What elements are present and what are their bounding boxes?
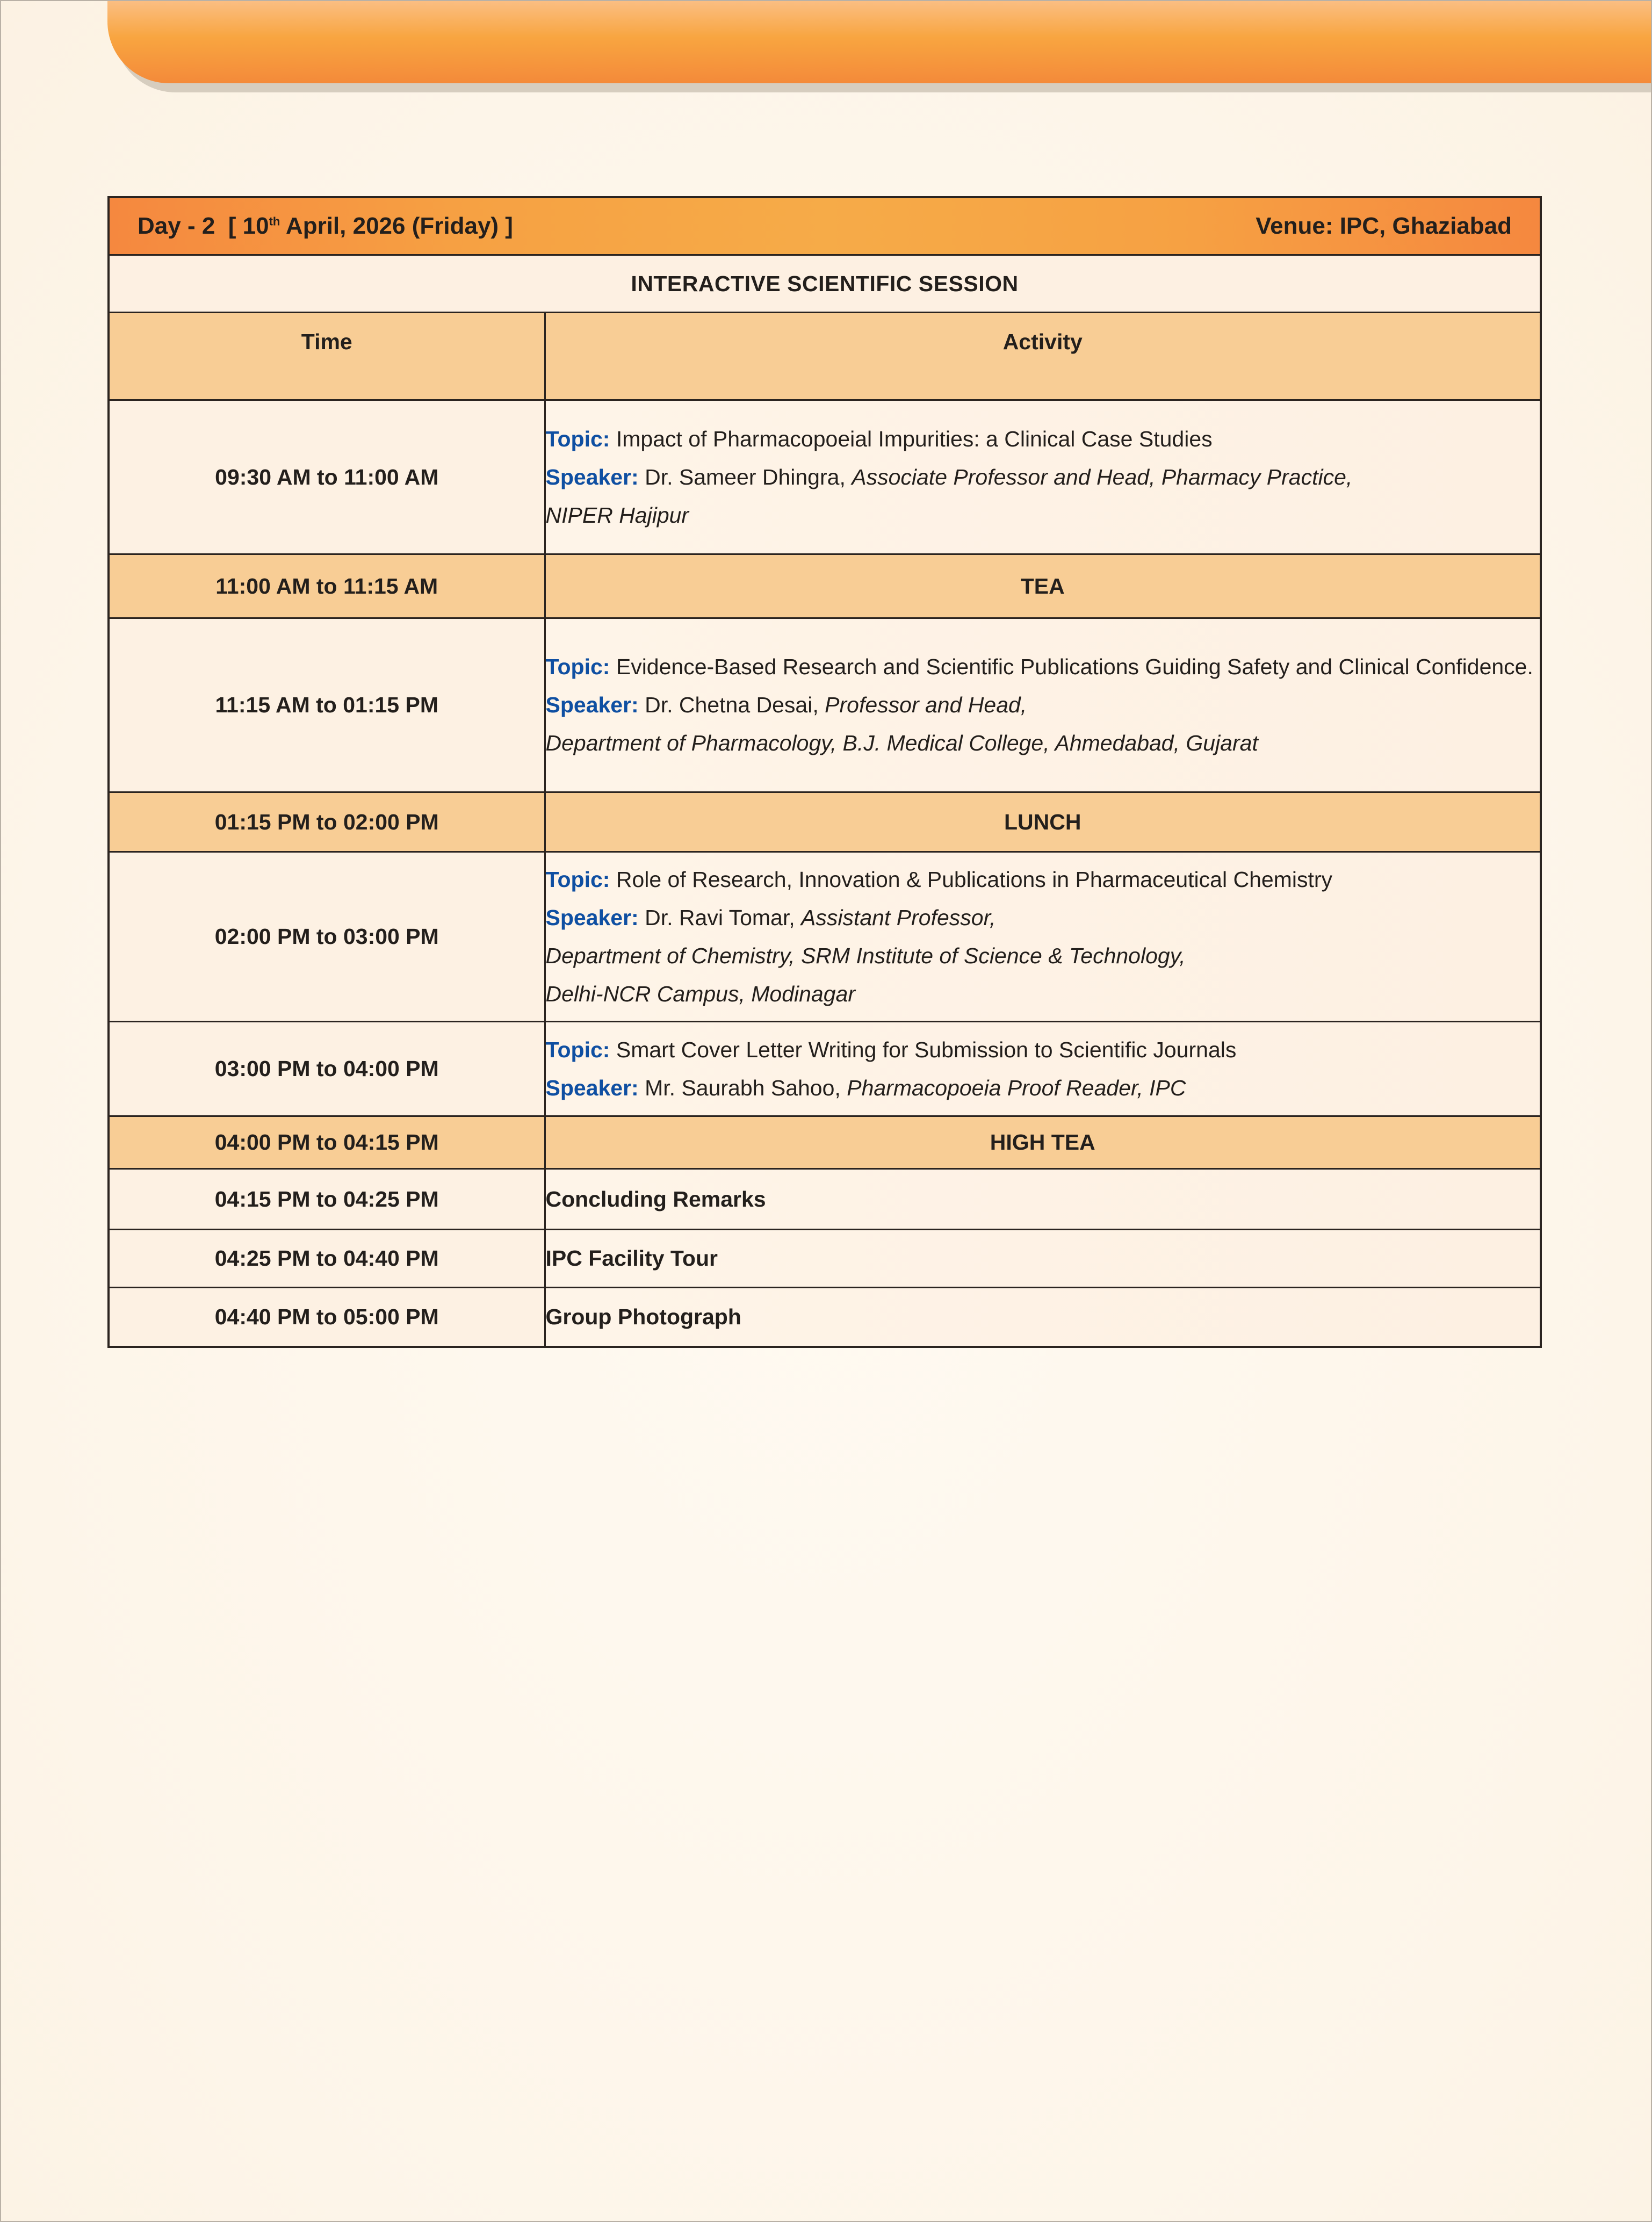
speaker-line	[546, 1069, 1540, 1107]
activity-text: IPC Facility Tour	[545, 1230, 1541, 1288]
time-cell: 04:00 PM to 04:15 PM	[109, 1116, 545, 1169]
time-cell: 11:00 AM to 11:15 AM	[109, 554, 545, 618]
break-row	[109, 792, 1541, 852]
time-cell: 09:30 AM to 11:00 AM	[109, 400, 545, 554]
topic-line	[546, 420, 1540, 458]
activity-cell	[545, 618, 1541, 792]
activity-text: Group Photograph	[545, 1288, 1541, 1347]
topic-text: Evidence-Based Research and Scientific Publications Guiding Safety and Clinical Confidence.	[616, 654, 1533, 679]
time-cell: 03:00 PM to 04:00 PM	[109, 1022, 545, 1116]
session-title: INTERACTIVE SCIENTIFIC SESSION	[109, 255, 1541, 313]
activity-cell	[545, 852, 1541, 1022]
speaker-name: Dr. Sameer Dhingra,	[645, 464, 846, 489]
time-cell: 04:15 PM to 04:25 PM	[109, 1169, 545, 1230]
speaker-affiliation: Delhi-NCR Campus, Modinagar	[545, 981, 855, 1006]
date-rest: April, 2026 (Friday) ]	[280, 213, 513, 239]
venue-label: Venue: IPC, Ghaziabad	[1256, 213, 1512, 239]
speaker-line	[546, 458, 1540, 496]
break-row	[109, 1116, 1541, 1169]
speaker-name: Mr. Saurabh Sahoo,	[645, 1075, 841, 1100]
table-row	[109, 1230, 1541, 1288]
speaker-affiliation: Assistant Professor,	[801, 905, 996, 930]
speaker-affiliation: Pharmacopoeia Proof Reader, IPC	[847, 1075, 1186, 1100]
date-day: [ 10	[228, 213, 269, 239]
day-header-cell	[109, 197, 1541, 255]
activity-column-header: Activity	[545, 313, 1541, 400]
break-label: HIGH TEA	[545, 1116, 1541, 1169]
speaker-affiliation: Department of Pharmacology, B.J. Medical College, Ahmedabad, Gujarat	[545, 731, 1258, 755]
table-row	[109, 852, 1541, 1022]
date-suffix: th	[269, 214, 280, 228]
day-header-row	[109, 197, 1541, 255]
day-label: Day - 2	[138, 213, 215, 239]
activity-text: Concluding Remarks	[545, 1169, 1541, 1230]
topic-text: Role of Research, Innovation & Publications in Pharmaceutical Chemistry	[616, 867, 1332, 892]
schedule-table	[107, 196, 1542, 1348]
day-date	[138, 213, 513, 240]
time-cell: 04:25 PM to 04:40 PM	[109, 1230, 545, 1288]
time-cell: 01:15 PM to 02:00 PM	[109, 792, 545, 852]
speaker-label: Speaker:	[545, 692, 639, 717]
topic-line	[546, 1031, 1540, 1069]
speaker-label: Speaker:	[545, 905, 639, 930]
table-row	[109, 618, 1541, 792]
topic-label: Topic:	[545, 654, 610, 679]
session-title-row	[109, 255, 1541, 313]
break-label: LUNCH	[545, 792, 1541, 852]
time-column-header: Time	[109, 313, 545, 400]
topic-label: Topic:	[545, 867, 610, 892]
header-band	[107, 0, 1652, 83]
topic-label: Topic:	[545, 1037, 610, 1062]
speaker-name: Dr. Chetna Desai,	[645, 692, 819, 717]
topic-label: Topic:	[545, 426, 610, 451]
topic-text: Impact of Pharmacopoeial Impurities: a Clinical Case Studies	[616, 426, 1213, 451]
speaker-line	[546, 899, 1540, 937]
column-header-row	[109, 313, 1541, 400]
speaker-label: Speaker:	[545, 464, 639, 489]
topic-line	[546, 861, 1540, 899]
table-row	[109, 1169, 1541, 1230]
activity-cell	[545, 400, 1541, 554]
topic-text: Smart Cover Letter Writing for Submission to Scientific Journals	[616, 1037, 1237, 1062]
speaker-line	[546, 686, 1540, 724]
topic-line	[546, 648, 1540, 686]
speaker-affiliation: NIPER Hajipur	[545, 502, 689, 528]
activity-cell	[545, 1022, 1541, 1116]
table-row	[109, 1288, 1541, 1347]
time-cell: 11:15 AM to 01:15 PM	[109, 618, 545, 792]
speaker-affiliation: Department of Chemistry, SRM Institute of Science & Technology,	[545, 943, 1186, 968]
speaker-affiliation: Professor and Head,	[825, 692, 1027, 717]
speaker-affiliation: Associate Professor and Head, Pharmacy Practice,	[852, 464, 1353, 489]
speaker-label: Speaker:	[545, 1075, 639, 1100]
break-row	[109, 554, 1541, 618]
break-label: TEA	[545, 554, 1541, 618]
table-row	[109, 1022, 1541, 1116]
speaker-name: Dr. Ravi Tomar,	[645, 905, 795, 930]
time-cell: 02:00 PM to 03:00 PM	[109, 852, 545, 1022]
table-row	[109, 400, 1541, 554]
time-cell: 04:40 PM to 05:00 PM	[109, 1288, 545, 1347]
